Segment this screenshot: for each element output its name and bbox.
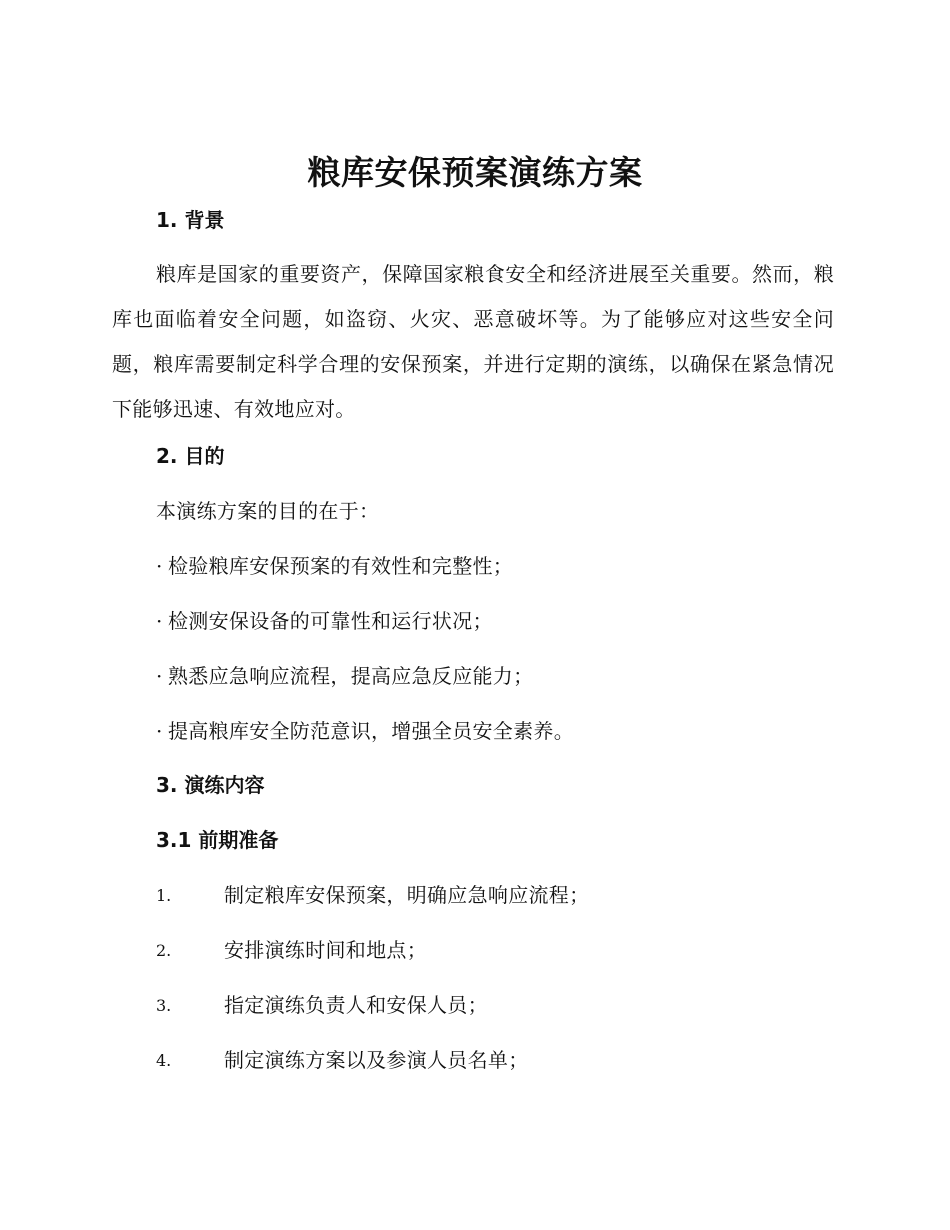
list-item-text: 安排演练时间和地点； [224,938,427,962]
purpose-bullet [156,717,574,745]
list-item-number: 1. [156,886,172,905]
purpose-bullet [156,607,493,635]
list-item-text: 制定演练方案以及参演人员名单； [224,1048,529,1072]
bullet-dot-icon: · [156,554,163,578]
purpose-bullet [156,552,513,580]
bullet-text: 提高粮库安全防范意识，增强全员安全素养。 [168,719,574,743]
bullet-text: 熟悉应急响应流程，提高应急反应能力； [168,664,534,688]
bullet-text: 检验粮库安保预案的有效性和完整性； [168,554,514,578]
document-title: 粮库安保预案演练方案 [307,153,643,192]
bullet-dot-icon: · [156,609,163,633]
section-heading-background: 1. 背景 [156,208,225,232]
list-item-number: 2. [156,941,172,960]
section-heading-content: 3. 演练内容 [156,773,265,797]
subsection-heading-preparation: 3.1 前期准备 [156,828,279,852]
list-item-text: 指定演练负责人和安保人员； [224,993,488,1017]
list-item-number: 4. [156,1051,172,1070]
purpose-intro: 本演练方案的目的在于： [156,499,380,523]
background-paragraph: 粮库是国家的重要资产，保障国家粮食安全和经济进展至关重要。然而，粮库也面临着安全问题，如盗窃、火灾、恶意破坏等。为了能够应对这些安全问题，粮库需要制定科学合理的安保预案，并进行定期的演练，以确保在紧急情况下能够迅速、有效地应对。 [112,262,834,421]
section-heading-purpose: 2. 目的 [156,444,225,468]
bullet-text: 检测安保设备的可靠性和运行状况； [168,609,493,633]
purpose-bullet [156,662,533,690]
list-item-text: 制定粮库安保预案，明确应急响应流程； [224,883,590,907]
list-item-number: 3. [156,996,172,1015]
bullet-dot-icon: · [156,664,163,688]
bullet-dot-icon: · [156,719,163,743]
